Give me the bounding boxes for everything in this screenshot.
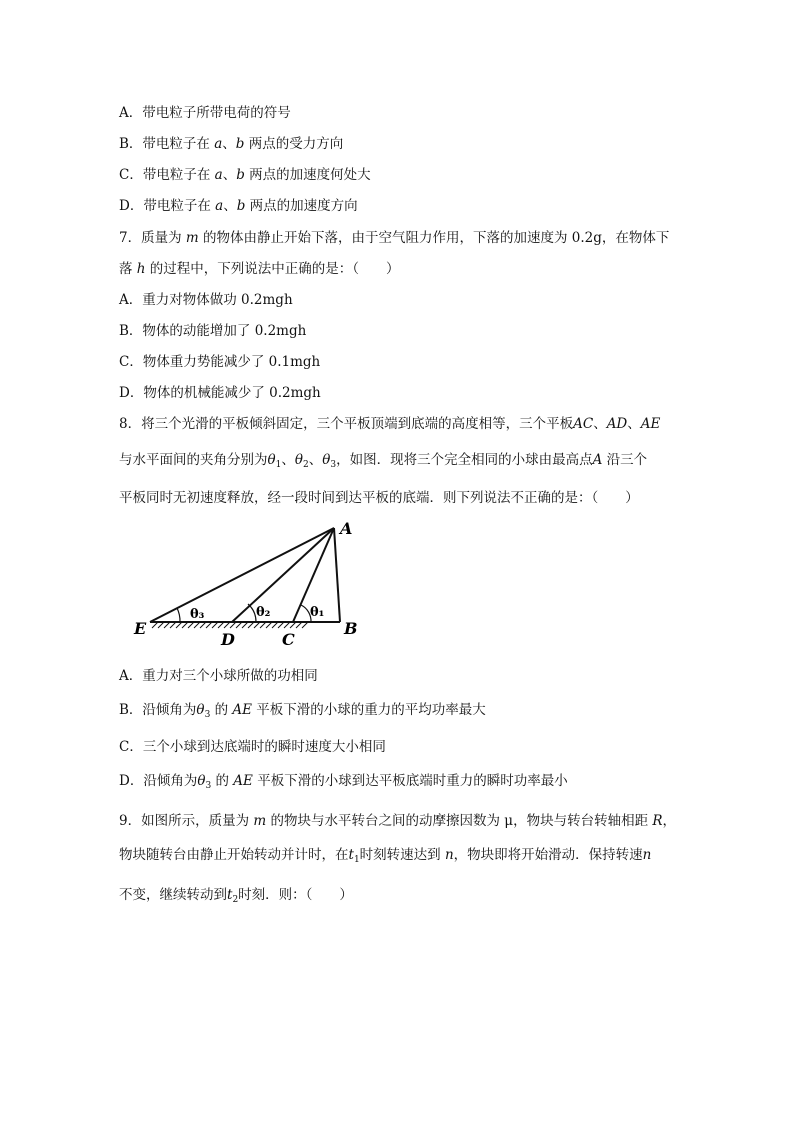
q6-option-c: C．带电粒子在 a、b 两点的加速度何处大	[119, 167, 371, 183]
var-b: b	[236, 167, 245, 183]
q8-stem-line1: 8．将三个光滑的平板倾斜固定，三个平板顶端到底端的高度相等，三个平板AC、AD、AE	[119, 416, 661, 432]
var-m: m	[185, 230, 199, 246]
var-h: h	[136, 261, 146, 277]
q7-stem-line2: 落 h 的过程中，下列说法中正确的是：（ ）	[119, 261, 400, 277]
q9-stem-line3: 不变，继续转动到$t_2$时刻．则：（ ）	[119, 887, 353, 905]
q7-option-c: C．物体重力势能减少了 0.1mgh	[119, 354, 321, 370]
var-b: b	[236, 198, 246, 214]
label-b: B	[344, 619, 358, 638]
q9-stem-line2: 物块随转台由静止开始转动并计时，在$t_1$时刻转速达到 n，物块即将开始滑动．保持转速n	[119, 847, 652, 865]
q6-option-a: A．带电粒子所带电荷的符号	[119, 105, 291, 121]
wall-ab	[334, 528, 340, 622]
q7-option-a: A．重力对物体做功 0.2mgh	[119, 292, 293, 308]
label-c: C	[282, 630, 295, 649]
var-a: a	[214, 167, 223, 183]
label-theta1: θ₁	[310, 605, 325, 620]
label-theta2: θ₂	[256, 605, 271, 620]
q8-stem-line2: 与水平面间的夹角分别为$\theta_1$、$\theta_2$、$\theta_3$，如图．现将三个完全相同的小球由最高点A 沿三个	[119, 452, 648, 470]
q8-option-d: D．沿倾角为$\theta_3$ 的 AE 平板下滑的小球到达平板底端时重力的瞬时功率最小	[119, 773, 568, 791]
inclined-planes-figure	[128, 520, 368, 650]
q8-option-a: A．重力对三个小球所做的功相同	[119, 668, 318, 684]
label-a: A	[340, 520, 353, 538]
q6-option-b: B．带电粒子在 a、b 两点的受力方向	[119, 136, 344, 152]
q9-stem-line1: 9．如图所示，质量为 m 的物块与水平转台之间的动摩擦因数为 μ，物块与转台转轴相距 R，	[119, 813, 677, 829]
q7-option-d: D．物体的机械能减少了 0.2mgh	[119, 385, 321, 401]
var-a: a	[214, 136, 223, 152]
label-theta3: θ₃	[190, 607, 205, 622]
q8-option-c: C．三个小球到达底端时的瞬时速度大小相同	[119, 739, 386, 755]
label-e: E	[134, 619, 147, 638]
arc-theta3	[177, 608, 180, 622]
q8-option-b: B．沿倾角为$\theta_3$ 的 AE 平板下滑的小球的重力的平均功率最大	[119, 702, 486, 720]
var-b: b	[235, 136, 245, 152]
var-a: a	[215, 198, 224, 214]
q7-stem-line1: 7．质量为 m 的物体由静止开始下落，由于空气阻力作用，下落的加速度为 0.2g，在物体下	[119, 230, 670, 246]
q8-stem-line3: 平板同时无初速度释放，经一段时间到达平板的底端．则下列说法不正确的是：（ ）	[119, 490, 639, 506]
q6-option-d: D．带电粒子在 a、b 两点的加速度方向	[119, 198, 358, 214]
label-d: D	[221, 630, 235, 649]
q7-option-b: B．物体的动能增加了 0.2mgh	[119, 323, 307, 339]
